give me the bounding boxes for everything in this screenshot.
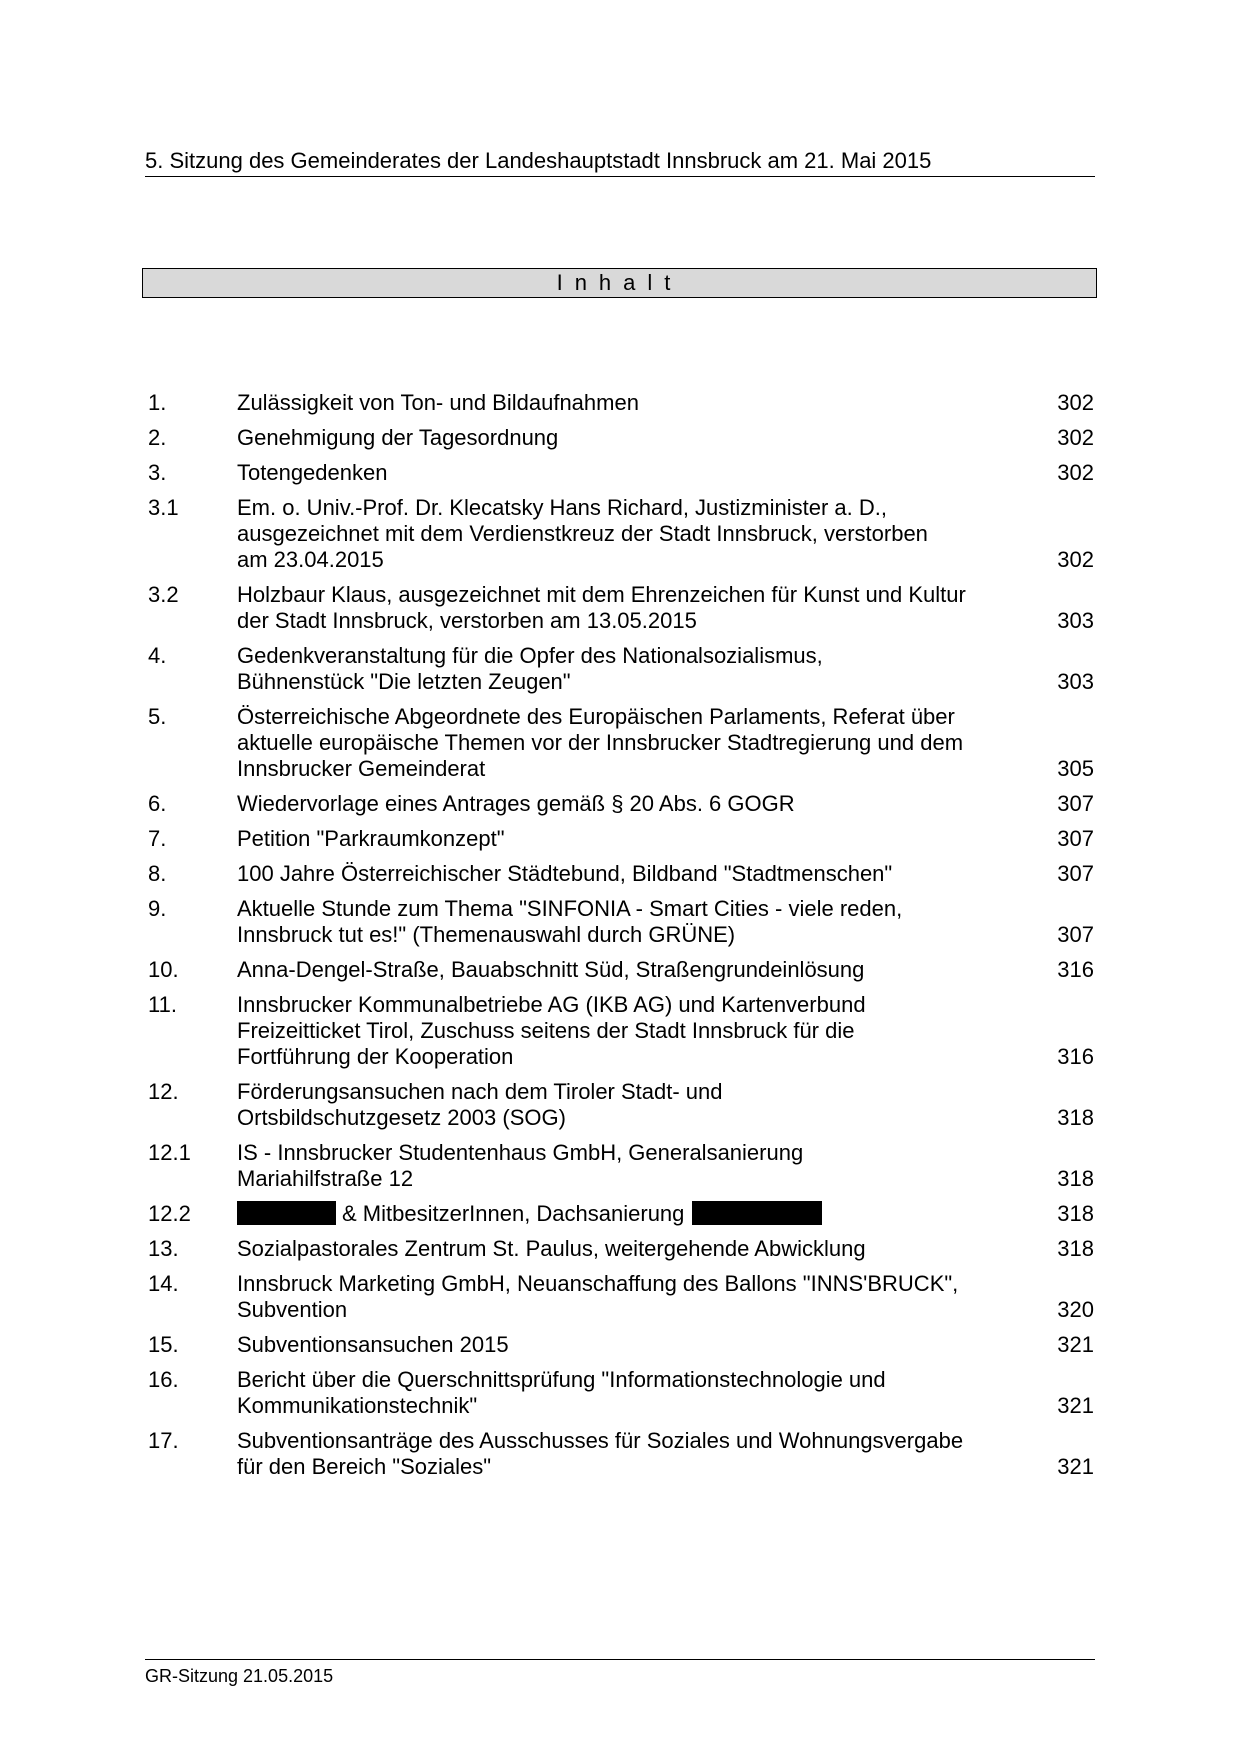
toc-entry-page: 318 xyxy=(1057,1105,1094,1130)
toc-entry-page: 302 xyxy=(1057,390,1094,415)
redaction-block xyxy=(692,1201,822,1225)
toc-entry-title xyxy=(237,957,1027,983)
toc-entry-title xyxy=(237,826,1027,852)
toc-entry-number: 3.2 xyxy=(148,582,179,607)
page-footer: GR-Sitzung 21.05.2015 xyxy=(145,1659,1095,1687)
toc-entry-title-line: IS - Innsbrucker Studentenhaus GmbH, Generalsanierung xyxy=(237,1140,804,1165)
toc-entry-title-line: Förderungsansuchen nach dem Tiroler Stadt- und xyxy=(237,1079,723,1104)
toc-entry-title-line: Petition "Parkraumkonzept" xyxy=(237,826,505,851)
toc-entry-number: 15. xyxy=(148,1332,179,1357)
toc-entry-title-line: Ortsbildschutzgesetz 2003 (SOG) xyxy=(237,1105,566,1130)
toc-entry-page: 307 xyxy=(1057,922,1094,947)
toc-entry xyxy=(148,425,1094,451)
toc-entry-title xyxy=(237,1271,1027,1323)
toc-entry-page: 305 xyxy=(1057,756,1094,781)
toc-entry-title-line: Fortführung der Kooperation xyxy=(237,1044,514,1069)
toc-entry-title xyxy=(237,1428,1027,1480)
toc-entry-page: 316 xyxy=(1057,1044,1094,1069)
toc-entry xyxy=(148,957,1094,983)
toc-entry-title-line: Bericht über die Querschnittsprüfung "Informationstechnologie und xyxy=(237,1367,886,1392)
toc-entry-title-line: Gedenkveranstaltung für die Opfer des Nationalsozialismus, xyxy=(237,643,823,668)
toc-entry xyxy=(148,582,1094,634)
toc-entry-title-line: & MitbesitzerInnen, Dachsanierung xyxy=(342,1201,685,1226)
toc-entry xyxy=(148,791,1094,817)
toc-entry-page: 307 xyxy=(1057,861,1094,886)
toc-entry-title-line: Anna-Dengel-Straße, Bauabschnitt Süd, Straßengrundeinlösung xyxy=(237,957,865,982)
toc-entry-page: 320 xyxy=(1057,1297,1094,1322)
toc-entry-title-line: Innsbruck tut es!" (Themenauswahl durch GRÜNE) xyxy=(237,922,736,947)
toc-entry xyxy=(148,1271,1094,1323)
toc-entry-title xyxy=(237,896,1027,948)
toc-entry-number: 4. xyxy=(148,643,167,668)
toc-entry-title-line: Aktuelle Stunde zum Thema "SINFONIA - Smart Cities - viele reden, xyxy=(237,896,903,921)
toc-entry-title xyxy=(237,643,1027,695)
toc-entry-number: 3.1 xyxy=(148,495,179,520)
toc-entry-number: 1. xyxy=(148,390,167,415)
toc-entry-number: 3. xyxy=(148,460,167,485)
toc-entry-number: 13. xyxy=(148,1236,179,1261)
toc-entry-number: 11. xyxy=(148,992,177,1017)
toc-entry-page: 307 xyxy=(1057,791,1094,816)
toc-entry-title-line: 100 Jahre Österreichischer Städtebund, Bildband "Stadtmenschen" xyxy=(237,861,893,886)
toc-entry-title-line: am 23.04.2015 xyxy=(237,547,384,572)
toc-entry xyxy=(148,704,1094,782)
toc-entry-number: 10. xyxy=(148,957,179,982)
toc-entry-title-line: Wiedervorlage eines Antrages gemäß § 20 Abs. 6 GOGR xyxy=(237,791,795,816)
toc-entry-number: 14. xyxy=(148,1271,179,1296)
toc-entry-page: 318 xyxy=(1057,1166,1094,1191)
toc-entry-title-line: Holzbaur Klaus, ausgezeichnet mit dem Ehrenzeichen für Kunst und Kultur xyxy=(237,582,966,607)
toc-entry-title-line: Bühnenstück "Die letzten Zeugen" xyxy=(237,669,571,694)
toc-entry xyxy=(148,1140,1094,1192)
toc-entry-title-line: Mariahilfstraße 12 xyxy=(237,1166,414,1191)
toc-entry-number: 16. xyxy=(148,1367,179,1392)
toc-entry-page: 318 xyxy=(1057,1236,1094,1261)
toc-entry-page: 316 xyxy=(1057,957,1094,982)
toc-entry-title-line: Subventionsansuchen 2015 xyxy=(237,1332,509,1357)
toc-entry-title-line: der Stadt Innsbruck, verstorben am 13.05.2015 xyxy=(237,608,697,633)
toc-entry-title-line: aktuelle europäische Themen vor der Innsbrucker Stadtregierung und dem xyxy=(237,730,964,755)
toc-entry-number: 9. xyxy=(148,896,167,921)
toc-entry-page: 302 xyxy=(1057,460,1094,485)
toc-entry-number: 6. xyxy=(148,791,167,816)
toc-entry-page: 321 xyxy=(1057,1393,1094,1418)
toc-entry-number: 2. xyxy=(148,425,167,450)
toc-entry-title xyxy=(237,1079,1027,1131)
toc-entry xyxy=(148,643,1094,695)
toc-entry xyxy=(148,896,1094,948)
page-header: 5. Sitzung des Gemeinderates der Landeshauptstadt Innsbruck am 21. Mai 2015 xyxy=(145,148,1095,177)
toc-entry xyxy=(148,390,1094,416)
toc-entry-title-line: Innsbrucker Kommunalbetriebe AG (IKB AG) und Kartenverbund xyxy=(237,992,866,1017)
toc-entry-title-line: Kommunikationstechnik" xyxy=(237,1393,478,1418)
toc-entry-title-line: Subvention xyxy=(237,1297,348,1322)
toc-entry-title-line: ausgezeichnet mit dem Verdienstkreuz der Stadt Innsbruck, verstorben xyxy=(237,521,928,546)
toc-entry-number: 12.1 xyxy=(148,1140,191,1165)
toc-entry-title-line: Genehmigung der Tagesordnung xyxy=(237,425,559,450)
toc-entry-title-line: Innsbruck Marketing GmbH, Neuanschaffung des Ballons "INNS'BRUCK", xyxy=(237,1271,959,1296)
toc-entry-number: 8. xyxy=(148,861,167,886)
toc-entry-title xyxy=(237,1140,1027,1192)
toc-entry-page: 321 xyxy=(1057,1454,1094,1479)
toc-entry-title-line: Zulässigkeit von Ton- und Bildaufnahmen xyxy=(237,390,639,415)
toc-entry xyxy=(148,1367,1094,1419)
toc-entry-number: 12. xyxy=(148,1079,179,1104)
toc-entry-number: 5. xyxy=(148,704,167,729)
toc-entry-title xyxy=(237,1367,1027,1419)
toc-entry-title xyxy=(237,1236,1027,1262)
redaction-block xyxy=(237,1201,336,1225)
toc-entry-title-line: Sozialpastorales Zentrum St. Paulus, weitergehende Abwicklung xyxy=(237,1236,866,1261)
toc-entry-title xyxy=(237,861,1027,887)
toc-entry-title xyxy=(237,704,1027,782)
toc-entry-title xyxy=(237,495,1027,573)
toc-entry-page: 303 xyxy=(1057,669,1094,694)
toc-entry-title xyxy=(237,791,1027,817)
toc-entry-title xyxy=(237,390,1027,416)
toc-entry xyxy=(148,826,1094,852)
toc-entry-title xyxy=(237,460,1027,486)
toc-entry xyxy=(148,1332,1094,1358)
toc-entry-title xyxy=(237,1332,1027,1358)
toc-entry xyxy=(148,861,1094,887)
toc-entry-title-line: Totengedenken xyxy=(237,460,388,485)
toc-entry-page: 302 xyxy=(1057,547,1094,572)
toc-entry xyxy=(148,1428,1094,1480)
toc-entry-number: 12.2 xyxy=(148,1201,191,1226)
toc-entry-title-line: Österreichische Abgeordnete des Europäischen Parlaments, Referat über xyxy=(237,704,955,729)
toc-entry-page: 318 xyxy=(1057,1201,1094,1226)
toc-entry-page: 302 xyxy=(1057,425,1094,450)
toc-entry-title xyxy=(237,992,1027,1070)
toc-entry xyxy=(148,1079,1094,1131)
toc-entry-title-line: Subventionsanträge des Ausschusses für Soziales und Wohnungsvergabe xyxy=(237,1428,964,1453)
toc-entry-title-line: Em. o. Univ.-Prof. Dr. Klecatsky Hans Richard, Justizminister a. D., xyxy=(237,495,887,520)
toc-entry xyxy=(148,460,1094,486)
toc-entry-page: 307 xyxy=(1057,826,1094,851)
toc-entry xyxy=(148,1201,1094,1227)
table-of-contents xyxy=(148,390,1094,1480)
toc-entry-title-line: Innsbrucker Gemeinderat xyxy=(237,756,486,781)
toc-entry-number: 7. xyxy=(148,826,167,851)
toc-entry-number: 17. xyxy=(148,1428,179,1453)
toc-entry-title xyxy=(237,1201,1027,1227)
toc-entry-page: 303 xyxy=(1057,608,1094,633)
toc-entry xyxy=(148,495,1094,573)
toc-entry-title xyxy=(237,582,1027,634)
toc-entry-page: 321 xyxy=(1057,1332,1094,1357)
toc-entry-title-line: für den Bereich "Soziales" xyxy=(237,1454,492,1479)
toc-entry-title-line: Freizeitticket Tirol, Zuschuss seitens der Stadt Innsbruck für die xyxy=(237,1018,855,1043)
toc-title: Inhalt xyxy=(142,268,1097,298)
toc-entry-title xyxy=(237,425,1027,451)
toc-entry xyxy=(148,1236,1094,1262)
toc-entry xyxy=(148,992,1094,1070)
